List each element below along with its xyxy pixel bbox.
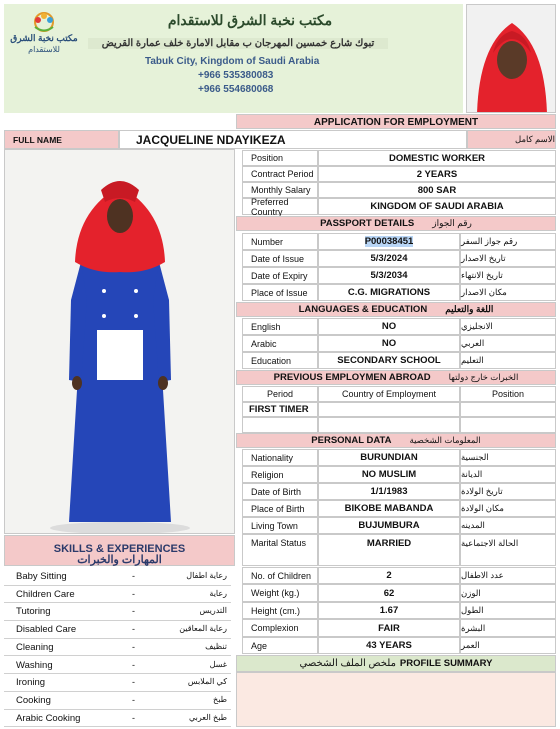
children-label: No. of Children <box>242 567 318 584</box>
skill-row-cooking <box>4 692 231 710</box>
english-label-ar: الانجليزي <box>460 318 556 335</box>
skill-label-ar: غسل <box>209 659 227 669</box>
skill-row-ironing <box>4 674 231 692</box>
skill-label: Washing <box>16 659 53 671</box>
date-of-expiry-label-ar: تاريخ الانتهاء <box>460 267 556 284</box>
prev-row-2-position <box>460 417 556 433</box>
skill-value: - <box>132 694 135 705</box>
marital-status-label: Marital Status <box>242 534 318 566</box>
marital-status-value: MARRIED <box>318 534 460 566</box>
complexion-label-ar: البشرة <box>460 619 556 637</box>
office-phone-1: +966 535380083 <box>198 70 274 81</box>
date-of-issue-label-ar: تاريخ الاصدار <box>460 250 556 267</box>
skill-label-ar: طبخ العربي <box>189 712 227 722</box>
skill-label: Baby Sitting <box>16 571 67 582</box>
date-of-birth-value: 1/1/1983 <box>318 483 460 500</box>
position-label: Position <box>242 150 318 166</box>
full-name-label-ar: الاسم كامل <box>467 130 556 149</box>
religion-label: Religion <box>242 466 318 483</box>
skill-value: - <box>132 571 135 581</box>
passport-number-label: Number <box>242 233 318 250</box>
skill-value: - <box>132 588 135 599</box>
form-title: APPLICATION FOR EMPLOYMENT <box>236 114 556 129</box>
skill-value: - <box>132 624 135 635</box>
height-label-ar: الطول <box>460 602 556 619</box>
passport-number-text: P00038451 <box>364 236 414 247</box>
logo-subtext: للاستقدام <box>28 45 60 54</box>
prev-col-position: Position <box>460 386 556 402</box>
skill-label-ar: رعاية المعاقين <box>179 624 227 634</box>
religion-label-ar: الديانة <box>460 466 556 483</box>
skill-value: - <box>132 659 135 670</box>
skill-value: - <box>132 606 135 617</box>
arabic-label: Arabic <box>242 335 318 352</box>
education-value: SECONDARY SCHOOL <box>318 352 460 369</box>
skill-row-washing <box>4 657 231 675</box>
skill-label: Arabic Cooking <box>16 712 81 724</box>
marital-status-label-ar: الحالة الاجتماعية <box>460 534 556 566</box>
date-of-expiry-value: 5/3/2034 <box>318 267 460 284</box>
passport-section-title-ar: رقم الجواز <box>432 218 472 228</box>
languages-section-header <box>236 302 556 317</box>
place-of-issue-label: Place of Issue <box>242 284 318 301</box>
complexion-label: Complexion <box>242 619 318 637</box>
nationality-label: Nationality <box>242 449 318 466</box>
age-value: 43 YEARS <box>318 637 460 654</box>
complexion-value: FAIR <box>318 619 460 637</box>
skill-label-ar: كي الملابس <box>187 677 227 687</box>
monthly-salary-label: Monthly Salary <box>242 182 318 198</box>
passport-number-value <box>318 233 460 250</box>
prev-col-country: Country of Employment <box>318 386 460 402</box>
date-of-issue-label: Date of Issue <box>242 250 318 267</box>
place-of-birth-label-ar: مكان الولادة <box>460 500 556 517</box>
religion-value: NO MUSLIM <box>318 466 460 483</box>
height-value: 1.67 <box>318 602 460 619</box>
skill-label: Tutoring <box>16 606 51 618</box>
full-name-label: FULL NAME <box>4 130 119 149</box>
date-of-birth-label: Date of Birth <box>242 483 318 500</box>
skill-label: Children Care <box>16 588 75 600</box>
skill-label-ar: طبخ <box>213 694 227 704</box>
skills-title: SKILLS & EXPERIENCES <box>53 543 186 555</box>
skill-label: Cleaning <box>16 641 54 653</box>
age-label-ar: العمر <box>460 637 556 654</box>
english-value: NO <box>318 318 460 335</box>
place-of-issue-label-ar: مكان الاصدار <box>460 284 556 301</box>
nationality-value: BURUNDIAN <box>318 449 460 466</box>
passport-section-title: PASSPORT DETAILS <box>320 218 415 229</box>
prev-first-timer: FIRST TIMER <box>242 402 318 417</box>
skill-row-cleaning <box>4 639 231 657</box>
personal-data-title: PERSONAL DATA <box>311 435 392 446</box>
prev-row-2-country <box>318 417 460 433</box>
arabic-label-ar: العربي <box>460 335 556 352</box>
education-label-ar: التعليم <box>460 352 556 369</box>
office-city: Tabuk City, Kingdom of Saudi Arabia <box>145 56 320 67</box>
skill-label: Disabled Care <box>16 624 77 636</box>
previous-employment-header <box>236 370 556 385</box>
prev-row-2-period <box>242 417 318 433</box>
skills-title-ar: المهارات والخبرات <box>77 554 162 566</box>
office-address: تبوك شارع خمسين المهرجان ب مقابل الامارة خلف عمارة القريض <box>88 38 388 49</box>
skill-row-tutoring <box>4 603 231 621</box>
arabic-value: NO <box>318 335 460 352</box>
skill-label-ar: رعاية اطفال <box>186 571 227 580</box>
english-label: English <box>242 318 318 335</box>
skill-row-arabic-cooking <box>4 710 231 728</box>
date-of-birth-label-ar: تاريخ الولادة <box>460 483 556 500</box>
prev-row-1-country <box>318 402 460 417</box>
age-label: Age <box>242 637 318 654</box>
skill-value: - <box>132 641 135 652</box>
skill-row-baby-sitting <box>4 568 231 586</box>
contract-period-label: Contract Period <box>242 166 318 182</box>
personal-data-header <box>236 433 556 448</box>
personal-data-title-ar: المعلومات الشخصية <box>409 435 481 445</box>
skill-label-ar: تنظيف <box>205 641 227 651</box>
profile-summary-title-ar: ملخص الملف الشخصي <box>299 658 396 669</box>
living-town-label: Living Town <box>242 517 318 534</box>
skill-value: - <box>132 712 135 723</box>
living-town-label-ar: المدينه <box>460 517 556 534</box>
prev-row-1-position <box>460 402 556 417</box>
profile-summary-title: PROFILE SUMMARY <box>399 658 493 669</box>
skill-value: - <box>132 677 135 688</box>
skill-label: Ironing <box>16 677 46 689</box>
monthly-salary-value: 800 SAR <box>318 182 556 198</box>
weight-label: Weight (kg.) <box>242 584 318 602</box>
office-phone-2: +966 554680068 <box>198 84 274 95</box>
previous-employment-title-ar: الخبرات خارج دولتها <box>448 372 519 382</box>
date-of-expiry-label: Date of Expiry <box>242 267 318 284</box>
skill-row-children-care <box>4 586 231 604</box>
office-name: مكتب نخبة الشرق للاستقدام <box>167 12 333 28</box>
place-of-birth-label: Place of Birth <box>242 500 318 517</box>
date-of-issue-value: 5/3/2024 <box>318 250 460 267</box>
height-label: Height (cm.) <box>242 602 318 619</box>
skill-label-ar: رعاية <box>209 588 227 598</box>
place-of-birth-value: BIKOBE MABANDA <box>318 500 460 517</box>
passport-number-label-ar: رقم جواز السفر <box>460 233 556 250</box>
skills-header <box>4 535 235 566</box>
weight-value: 62 <box>318 584 460 602</box>
place-of-issue-value: C.G. MIGRATIONS <box>318 284 460 301</box>
skill-label-ar: التدريس <box>199 606 227 616</box>
full-name-value: JACQUELINE NDAYIKEZA <box>119 130 467 149</box>
applicant-headshot <box>466 4 556 113</box>
position-value: DOMESTIC WORKER <box>318 150 556 166</box>
preferred-country-value: KINGDOM OF SAUDI ARABIA <box>318 198 556 215</box>
skill-label: Cooking <box>16 694 51 706</box>
office-logo <box>8 8 80 58</box>
passport-section-header <box>236 216 556 231</box>
logo-text: مكتب نخبة الشرق <box>10 33 78 43</box>
preferred-country-label: Preferred Country <box>242 198 318 215</box>
children-value: 2 <box>318 567 460 584</box>
applicant-full-photo <box>4 149 235 534</box>
nationality-label-ar: الجنسية <box>460 449 556 466</box>
languages-section-title: LANGUAGES & EDUCATION <box>298 304 428 315</box>
prev-col-period: Period <box>242 386 318 402</box>
profile-summary-header <box>236 655 556 672</box>
contract-period-value: 2 YEARS <box>318 166 556 182</box>
languages-section-title-ar: اللغة والتعليم <box>445 304 494 314</box>
education-label: Education <box>242 352 318 369</box>
previous-employment-title: PREVIOUS EMPLOYMEN ABROAD <box>273 372 431 383</box>
skill-row-disabled-care <box>4 621 231 639</box>
weight-label-ar: الوزن <box>460 584 556 602</box>
profile-summary-body <box>236 672 556 727</box>
children-label-ar: عدد الاطفال <box>460 567 556 584</box>
living-town-value: BUJUMBURA <box>318 517 460 534</box>
